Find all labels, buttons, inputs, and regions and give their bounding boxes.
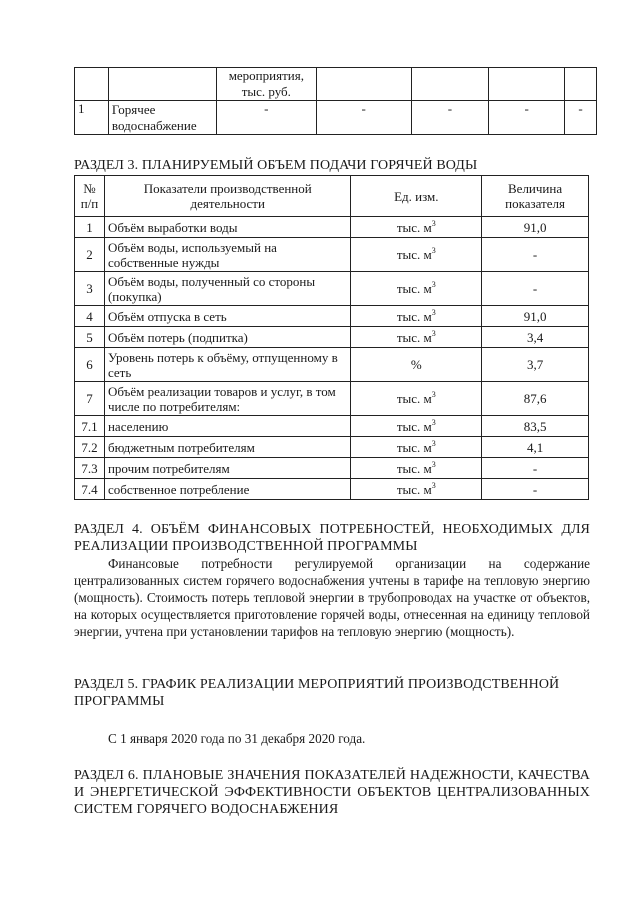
row-indicator: прочим потребителям bbox=[104, 458, 351, 479]
table-row bbox=[75, 437, 589, 458]
section-6-title: РАЗДЕЛ 6. ПЛАНОВЫЕ ЗНАЧЕНИЯ ПОКАЗАТЕЛЕЙ НАДЕЖНОСТИ, КАЧЕСТВА И ЭНЕРГЕТИЧЕСКОЙ ЭФФЕКТИВНОСТИ ОБЪЕКТОВ ЦЕНТРАЛИЗОВАННЫХ СИСТЕМ ГОРЯЧЕГО ВОДОСНАБЖЕНИЯ bbox=[74, 768, 590, 817]
row-number: 5 bbox=[75, 327, 105, 348]
row-indicator: Объём воды, используемый на собственные нужды bbox=[104, 238, 351, 272]
table-cell bbox=[565, 68, 597, 101]
unit-superscript: 3 bbox=[431, 307, 436, 317]
table-cell: - bbox=[489, 101, 565, 135]
row-indicator: Объём реализации товаров и услуг, в том числе по потребителям: bbox=[104, 382, 351, 416]
row-unit bbox=[351, 458, 482, 479]
row-value: 91,0 bbox=[482, 306, 589, 327]
table-row bbox=[75, 327, 589, 348]
row-unit bbox=[351, 306, 482, 327]
table-row bbox=[75, 238, 589, 272]
table-cell bbox=[108, 68, 216, 101]
section-4-title: РАЗДЕЛ 4. ОБЪЁМ ФИНАНСОВЫХ ПОТРЕБНОСТЕЙ, НЕОБХОДИМЫХ ДЛЯ РЕАЛИЗАЦИИ ПРОИЗВОДСТВЕННОЙ ПРОГРАММЫ bbox=[74, 522, 590, 554]
unit-superscript: 3 bbox=[431, 218, 436, 228]
row-indicator: Объём выработки воды bbox=[104, 217, 351, 238]
table-cell: 1 bbox=[75, 101, 109, 135]
table-body bbox=[75, 217, 589, 500]
unit-text: тыс. м bbox=[396, 247, 432, 262]
row-value: 87,6 bbox=[482, 382, 589, 416]
table-row bbox=[75, 217, 589, 238]
row-number: 7.4 bbox=[75, 479, 105, 500]
section-3-title: РАЗДЕЛ 3. ПЛАНИРУЕМЫЙ ОБЪЕМ ПОДАЧИ ГОРЯЧЕЙ ВОДЫ bbox=[74, 158, 478, 173]
table-cell: - bbox=[316, 101, 411, 135]
row-indicator: бюджетным потребителям bbox=[104, 437, 351, 458]
table-cell: - bbox=[565, 101, 597, 135]
table-row bbox=[75, 306, 589, 327]
row-unit bbox=[351, 238, 482, 272]
table-cell: мероприятия, тыс. руб. bbox=[216, 68, 316, 101]
row-indicator: Объём отпуска в сеть bbox=[104, 306, 351, 327]
row-value: - bbox=[482, 272, 589, 306]
table-cell bbox=[75, 68, 109, 101]
column-header-unit: Ед. изм. bbox=[351, 176, 482, 217]
table-cell bbox=[316, 68, 411, 101]
row-unit bbox=[351, 416, 482, 437]
row-number: 6 bbox=[75, 348, 105, 382]
row-number: 7.1 bbox=[75, 416, 105, 437]
table-row bbox=[75, 68, 597, 101]
row-value: - bbox=[482, 479, 589, 500]
table-row bbox=[75, 416, 589, 437]
unit-text: % bbox=[410, 357, 422, 372]
section-5-title: РАЗДЕЛ 5. ГРАФИК РЕАЛИЗАЦИИ МЕРОПРИЯТИЙ ПРОИЗВОДСТВЕННОЙ ПРОГРАММЫ bbox=[74, 677, 560, 709]
row-value: 3,4 bbox=[482, 327, 589, 348]
row-unit bbox=[351, 348, 482, 382]
table-row bbox=[75, 479, 589, 500]
row-value: 91,0 bbox=[482, 217, 589, 238]
unit-text: тыс. м bbox=[396, 391, 432, 406]
row-indicator: Объём потерь (подпитка) bbox=[104, 327, 351, 348]
section-4-text: Финансовые потребности регулируемой организации на содержание централизованных систем горячего водоснабжения учтены в тарифе на тепловую энергию (мощность). Стоимость потерь тепловой энергии в трубопроводах на участке от объектов, на которых осуществляется приготовление горячей воды, отнесенная на единицу тепловой энергии, учтена при установлении тарифов на тепловую энергию (мощность). bbox=[74, 556, 590, 639]
row-indicator: населению bbox=[104, 416, 351, 437]
unit-text: тыс. м bbox=[396, 460, 432, 476]
row-number: 2 bbox=[75, 238, 105, 272]
row-number: 7 bbox=[75, 382, 105, 416]
unit-text: тыс. м bbox=[396, 219, 432, 235]
row-unit bbox=[351, 437, 482, 458]
table-row bbox=[75, 348, 589, 382]
row-number: 3 bbox=[75, 272, 105, 306]
row-number: 4 bbox=[75, 306, 105, 327]
table-row bbox=[75, 101, 597, 135]
table-header-row bbox=[75, 176, 589, 217]
table-cell bbox=[411, 68, 489, 101]
section-5-text: С 1 января 2020 года по 31 декабря 2020 года. bbox=[108, 731, 366, 746]
unit-text: тыс. м bbox=[396, 439, 432, 455]
unit-superscript: 3 bbox=[431, 280, 436, 289]
row-number: 7.2 bbox=[75, 437, 105, 458]
row-indicator: Объём воды, полученный со стороны (покупка) bbox=[104, 272, 351, 306]
row-unit bbox=[351, 327, 482, 348]
unit-text: тыс. м bbox=[396, 329, 432, 345]
hot-water-supply-table bbox=[74, 175, 589, 500]
table-cell bbox=[489, 68, 565, 101]
row-number: 1 bbox=[75, 217, 105, 238]
unit-superscript: 3 bbox=[431, 459, 436, 469]
table-row bbox=[75, 272, 589, 306]
unit-text: тыс. м bbox=[396, 418, 432, 434]
unit-text: тыс. м bbox=[396, 481, 432, 497]
row-unit bbox=[351, 479, 482, 500]
row-unit bbox=[351, 382, 482, 416]
table-cell: Горячее водоснабжение bbox=[108, 101, 216, 135]
table-cell: - bbox=[411, 101, 489, 135]
column-header-number: № п/п bbox=[75, 176, 105, 217]
unit-superscript: 3 bbox=[431, 328, 436, 338]
row-unit bbox=[351, 217, 482, 238]
table-row bbox=[75, 458, 589, 479]
row-value: 83,5 bbox=[482, 416, 589, 437]
unit-superscript: 3 bbox=[431, 390, 436, 399]
table-cell: - bbox=[216, 101, 316, 135]
unit-superscript: 3 bbox=[431, 438, 436, 448]
row-value: - bbox=[482, 238, 589, 272]
row-indicator: Уровень потерь к объёму, отпущенному в сеть bbox=[104, 348, 351, 382]
unit-superscript: 3 bbox=[431, 417, 436, 427]
table-row bbox=[75, 382, 589, 416]
row-value: 4,1 bbox=[482, 437, 589, 458]
row-value: - bbox=[482, 458, 589, 479]
previous-table-fragment bbox=[74, 67, 597, 135]
row-number: 7.3 bbox=[75, 458, 105, 479]
row-unit bbox=[351, 272, 482, 306]
unit-superscript: 3 bbox=[431, 480, 436, 490]
unit-text: тыс. м bbox=[396, 308, 432, 324]
row-value: 3,7 bbox=[482, 348, 589, 382]
column-header-indicator: Показатели производственной деятельности bbox=[104, 176, 351, 217]
column-header-value: Величина показателя bbox=[482, 176, 589, 217]
unit-text: тыс. м bbox=[396, 281, 432, 296]
row-indicator: собственное потребление bbox=[104, 479, 351, 500]
unit-superscript: 3 bbox=[431, 246, 436, 255]
